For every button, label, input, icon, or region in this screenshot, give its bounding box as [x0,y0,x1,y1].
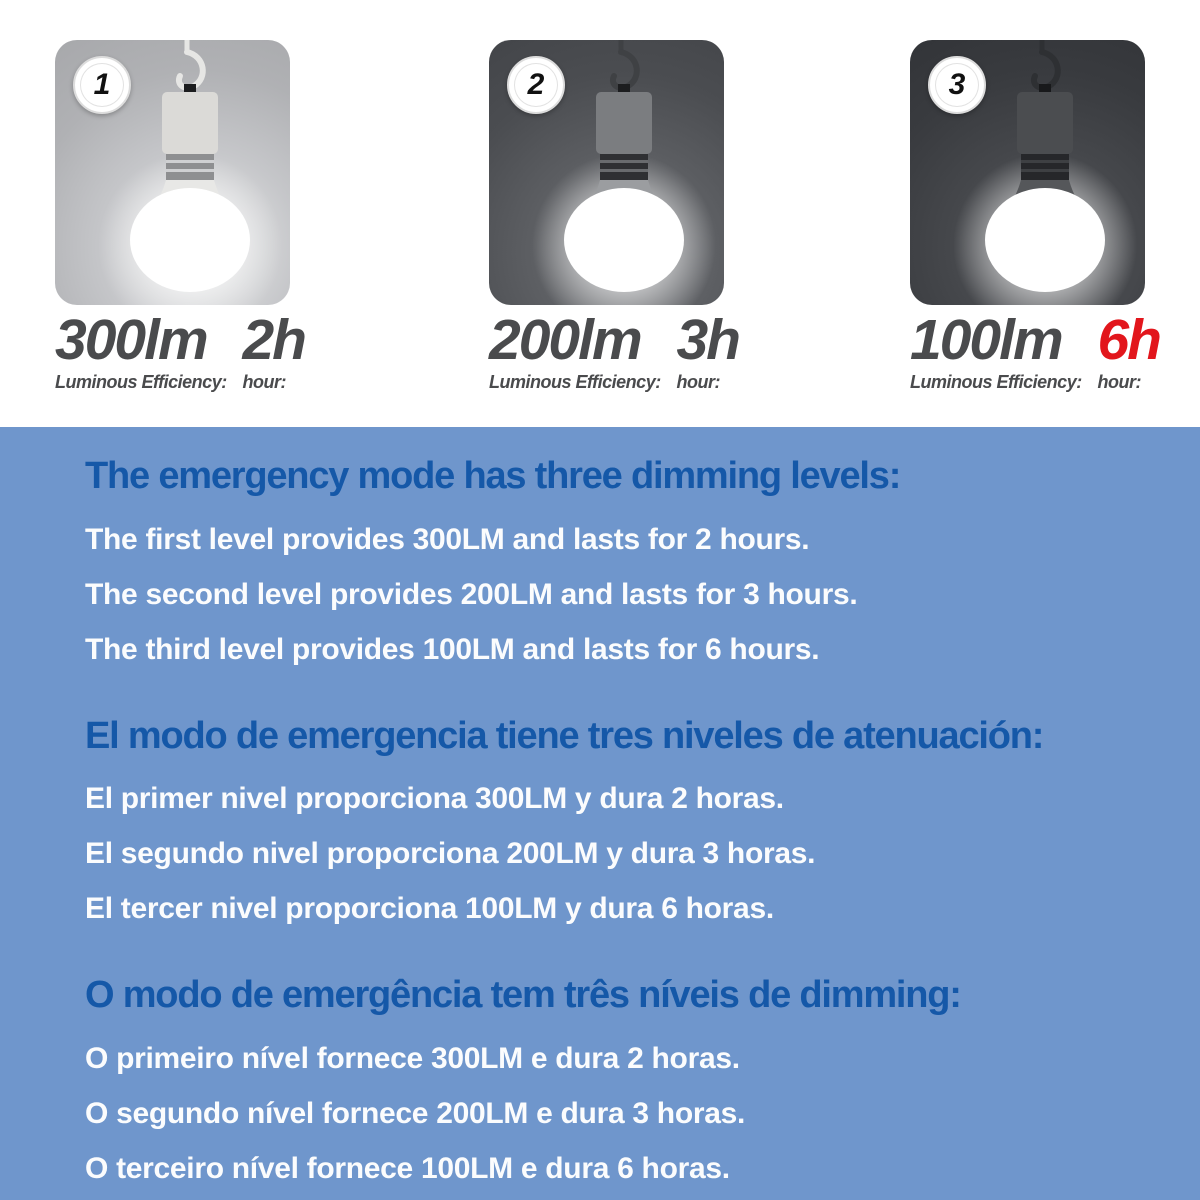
product-step-3 [910,40,1160,393]
section-line: O segundo nível fornece 200LM e dura 3 horas. [85,1097,746,1131]
section-line: El primer nivel proporciona 300LM y dura 2 horas. [85,782,784,816]
section-line: El segundo nivel proporciona 200LM y dura 3 horas. [85,837,816,871]
section-spanish [85,715,1160,929]
product-photo [55,40,290,305]
hours-label: hour: [676,372,720,393]
product-caption [910,308,1160,393]
section-heading: The emergency mode has three dimming levels: [85,455,901,497]
product-step-1 [55,40,305,393]
lumens-label: Luminous Efficiency: [55,372,227,393]
section-line: The third level provides 100LM and lasts for 6 hours. [85,632,820,666]
lumens-group [55,308,227,393]
hours-group [1097,308,1160,393]
product-caption [489,308,739,393]
product-showcase [0,0,1200,427]
step-number: 2 [527,68,545,101]
lumens-label: Luminous Efficiency: [489,372,661,393]
lumens-value: 200lm [489,308,641,372]
step-number: 1 [93,68,111,101]
lumens-label: Luminous Efficiency: [910,372,1082,393]
step-badge [73,56,131,114]
hours-label: hour: [242,372,286,393]
info-panel [0,427,1200,1200]
hours-group [676,308,739,393]
product-caption [55,308,305,393]
section-english [85,455,1160,669]
section-heading: O modo de emergência tem três níveis de dimming: [85,974,961,1017]
lumens-group [910,308,1082,393]
section-line: The first level provides 300LM and lasts for 2 hours. [85,522,810,556]
step-badge [507,56,565,114]
section-heading: El modo de emergencia tiene tres niveles de atenuación: [85,714,1044,757]
section-line: El tercer nivel proporciona 100LM y dura 6 horas. [85,892,774,926]
lumens-value: 100lm [910,308,1062,372]
step-badge [928,56,986,114]
product-photo [489,40,724,305]
section-line: The second level provides 200LM and lasts for 3 hours. [85,577,858,611]
hours-value: 2h [242,308,305,372]
product-photo [910,40,1145,305]
hours-group [242,308,305,393]
hours-value: 6h [1097,308,1160,372]
lumens-group [489,308,661,393]
section-line: O terceiro nível fornece 100LM e dura 6 horas. [85,1152,730,1186]
hours-label: hour: [1097,372,1141,393]
hours-value: 3h [676,308,739,372]
lumens-value: 300lm [55,308,207,372]
step-number: 3 [948,68,966,101]
section-portuguese [85,974,1160,1188]
product-step-2 [489,40,739,393]
section-line: O primeiro nível fornece 300LM e dura 2 horas. [85,1042,740,1076]
